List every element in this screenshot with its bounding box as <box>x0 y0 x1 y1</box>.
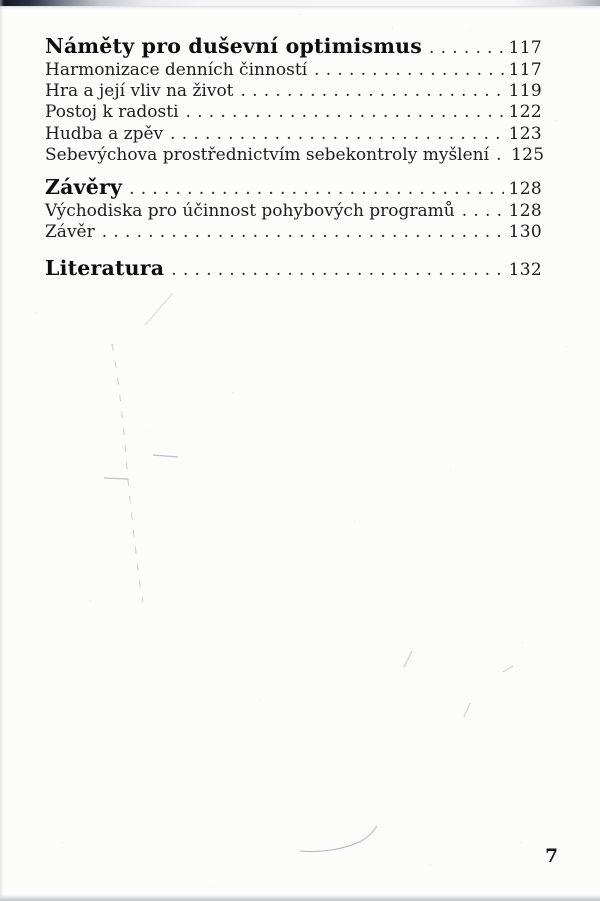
scan-edge-bottom <box>0 895 600 901</box>
dot-leader <box>462 201 504 222</box>
toc-section <box>45 255 542 282</box>
toc-entry <box>45 81 542 102</box>
toc-entry <box>45 222 542 243</box>
toc-entry-label: Harmonizace denních činností <box>45 60 308 80</box>
toc-page-number: 130 <box>508 222 542 243</box>
toc-entry <box>45 124 542 145</box>
toc-entry <box>45 102 542 123</box>
dot-leader <box>186 102 504 123</box>
dot-leader <box>241 81 504 102</box>
scan-edge-left <box>0 0 4 901</box>
toc-entry <box>45 144 545 166</box>
scan-edge-top <box>0 0 600 6</box>
toc-heading-label: Náměty pro duševní optimismus <box>45 34 423 58</box>
dot-leader <box>171 255 503 283</box>
toc-page-number: 119 <box>508 81 542 102</box>
toc-page-number: 132 <box>508 260 542 281</box>
page-number: 7 <box>545 846 558 867</box>
toc-entry-label: Hudba a zpěv <box>45 123 164 144</box>
dot-leader <box>429 33 504 61</box>
toc-section <box>45 174 542 243</box>
toc-entry-label: Hra a její vliv na život <box>45 81 234 102</box>
toc-heading-row <box>45 255 542 282</box>
toc-entry-label: Sebevýchova prostřednictvím sebekontroly myšlení <box>45 144 490 165</box>
toc-heading-row <box>45 33 542 60</box>
toc-page-number: 123 <box>508 123 542 144</box>
toc-page-number: 117 <box>508 60 542 80</box>
dot-leader <box>170 124 504 145</box>
toc-page-number: 122 <box>508 102 542 123</box>
toc-section <box>45 33 545 166</box>
toc-entry-label: Závěr <box>45 222 95 243</box>
toc-page-number: 128 <box>508 200 542 221</box>
toc-page-number: 125 <box>511 144 545 165</box>
table-of-contents <box>45 33 545 282</box>
dot-leader <box>102 222 504 243</box>
toc-heading-row <box>45 174 542 201</box>
scan-noise-specks <box>0 0 1 1</box>
toc-entry-label: Východiska pro účinnost pohybových programů <box>45 200 455 221</box>
toc-heading-label: Závěry <box>45 174 123 199</box>
toc-page-number: 117 <box>508 38 542 58</box>
toc-page-number: 128 <box>508 178 542 199</box>
dot-leader <box>314 60 504 81</box>
toc-entry-label: Postoj k radosti <box>45 102 179 123</box>
toc-heading-label: Literatura <box>45 256 165 281</box>
toc-entry <box>45 60 542 81</box>
toc-entry <box>45 201 542 222</box>
dot-leader <box>129 174 504 202</box>
dot-leader <box>496 145 506 166</box>
